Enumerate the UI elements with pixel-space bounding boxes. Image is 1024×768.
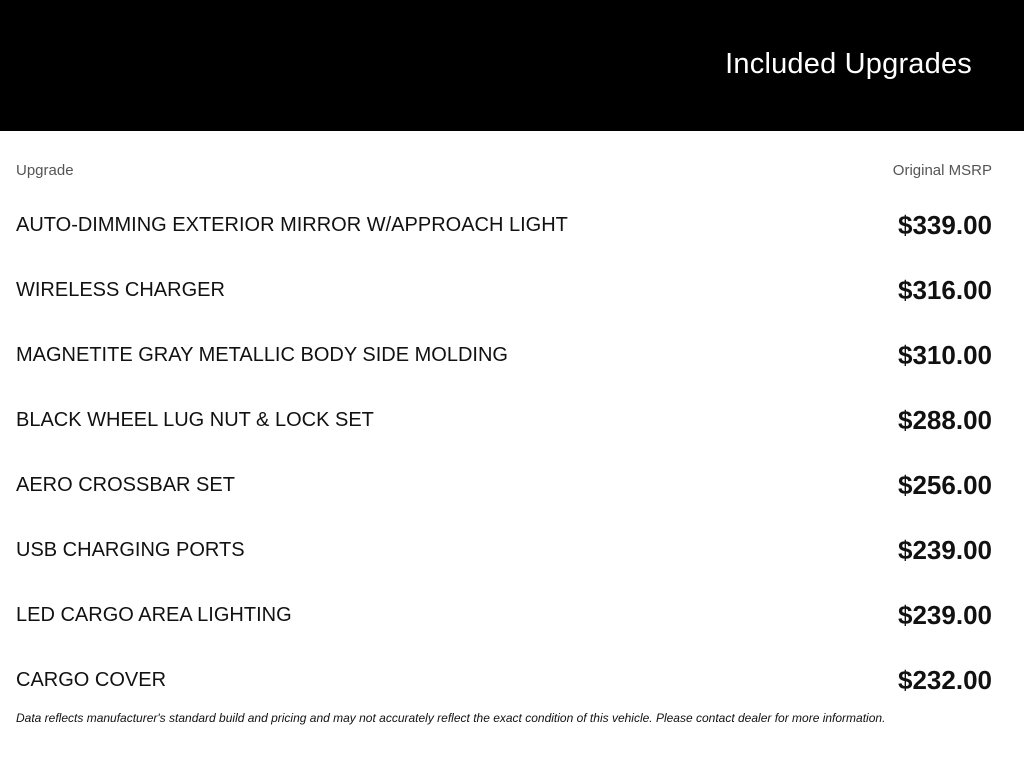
upgrade-price: $316.00 xyxy=(898,275,992,305)
upgrade-price: $310.00 xyxy=(898,340,992,370)
upgrade-price: $288.00 xyxy=(898,405,992,435)
table-body xyxy=(16,193,992,713)
disclaimer-text: Data reflects manufacturer's standard build and pricing and may not accurately reflect the exact condition of this vehicle. Please contact dealer for more information. xyxy=(16,711,886,725)
upgrade-name: BLACK WHEEL LUG NUT & LOCK SET xyxy=(16,409,374,431)
upgrade-price: $239.00 xyxy=(898,535,992,565)
table-row xyxy=(16,193,992,258)
upgrade-name: MAGNETITE GRAY METALLIC BODY SIDE MOLDING xyxy=(16,344,508,366)
table-row xyxy=(16,583,992,648)
page-title: Included Upgrades xyxy=(725,48,972,80)
upgrade-name: AERO CROSSBAR SET xyxy=(16,474,235,496)
table-row xyxy=(16,518,992,583)
upgrade-price: $339.00 xyxy=(898,210,992,240)
table-row xyxy=(16,258,992,323)
upgrade-name: USB CHARGING PORTS xyxy=(16,539,245,561)
upgrade-price: $256.00 xyxy=(898,470,992,500)
table-header xyxy=(16,158,992,182)
column-header-msrp: Original MSRP xyxy=(892,161,992,179)
table-row xyxy=(16,453,992,518)
upgrade-name: WIRELESS CHARGER xyxy=(16,279,225,301)
upgrades-table xyxy=(16,158,992,713)
upgrade-price: $239.00 xyxy=(898,600,992,630)
table-row xyxy=(16,648,992,713)
upgrade-name: AUTO-DIMMING EXTERIOR MIRROR W/APPROACH LIGHT xyxy=(16,214,568,236)
column-header-upgrade: Upgrade xyxy=(16,161,74,179)
upgrade-name: LED CARGO AREA LIGHTING xyxy=(16,604,292,626)
table-row xyxy=(16,388,992,453)
table-row xyxy=(16,323,992,388)
header-bar xyxy=(0,0,1024,131)
upgrade-name: CARGO COVER xyxy=(16,669,167,691)
upgrade-price: $232.00 xyxy=(898,665,992,695)
